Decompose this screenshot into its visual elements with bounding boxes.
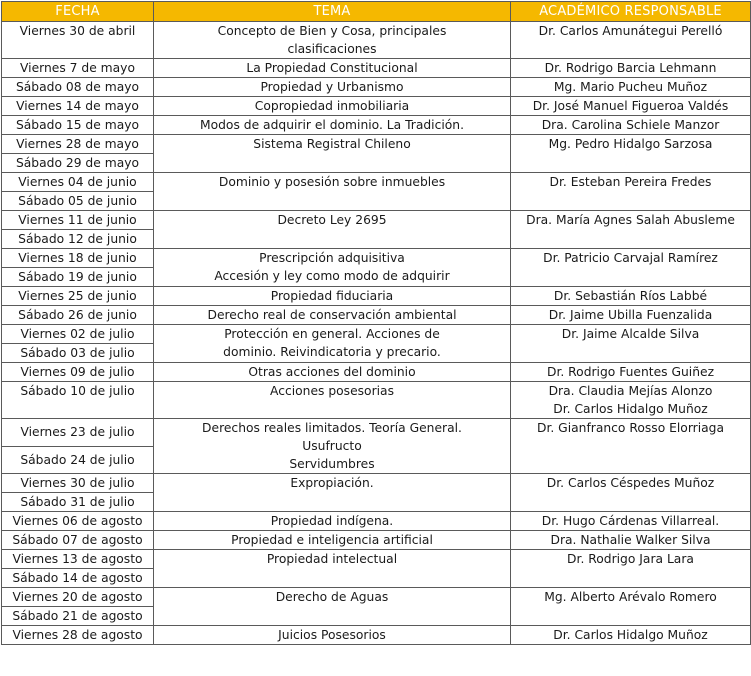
fecha-cell: Viernes 30 de abril (2, 22, 154, 59)
tema-cell (154, 512, 511, 531)
tema-line: Protección en general. Acciones de (224, 327, 440, 341)
academico-line: Dr. José Manuel Figueroa Valdés (532, 99, 729, 113)
fecha-cell: Viernes 13 de agosto (2, 550, 154, 569)
tema-cell (154, 382, 511, 419)
tema-line: Copropiedad inmobiliaria (254, 99, 410, 113)
table-row (2, 419, 751, 447)
academico-cell (511, 211, 751, 249)
tema-cell (154, 22, 511, 59)
tema-line: Propiedad e inteligencia artificial (231, 533, 433, 547)
table-row (2, 78, 751, 97)
fecha-cell: Viernes 09 de julio (2, 363, 154, 382)
academico-line: Dr. Sebastián Ríos Labbé (553, 289, 708, 303)
fecha-cell: Sábado 05 de junio (2, 192, 154, 211)
fecha-cell: Sábado 24 de julio (2, 446, 154, 474)
tema-line: clasificaciones (287, 42, 377, 56)
table-row (2, 173, 751, 192)
academico-cell (511, 512, 751, 531)
fecha-cell: Sábado 19 de junio (2, 268, 154, 287)
fecha-cell: Viernes 18 de junio (2, 249, 154, 268)
table-row (2, 249, 751, 268)
tema-cell (154, 97, 511, 116)
fecha-cell: Viernes 11 de junio (2, 211, 154, 230)
academico-cell (511, 78, 751, 97)
table-row (2, 531, 751, 550)
tema-cell (154, 173, 511, 211)
table-row (2, 550, 751, 569)
academico-line: Dra. Carolina Schiele Manzor (541, 118, 720, 132)
tema-cell (154, 531, 511, 550)
tema-line: Derecho de Aguas (275, 590, 389, 604)
fecha-cell: Sábado 10 de julio (2, 382, 154, 419)
table-row (2, 135, 751, 154)
academico-line: Dr. Rodrigo Barcia Lehmann (544, 61, 717, 75)
header-row (2, 2, 751, 22)
academico-line: Dr. Jaime Alcalde Silva (561, 327, 700, 341)
academico-line: Dr. Gianfranco Rosso Elorriaga (536, 421, 725, 435)
academico-cell (511, 97, 751, 116)
tema-cell (154, 550, 511, 588)
table-row (2, 325, 751, 344)
tema-line: Prescripción adquisitiva (259, 251, 405, 265)
academico-cell (511, 22, 751, 59)
tema-line: Expropiación. (290, 476, 374, 490)
tema-line: La Propiedad Constitucional (246, 61, 418, 75)
fecha-cell: Viernes 28 de mayo (2, 135, 154, 154)
table-row (2, 116, 751, 135)
academico-cell (511, 173, 751, 211)
fecha-cell: Sábado 07 de agosto (2, 531, 154, 550)
tema-line: Dominio y posesión sobre inmuebles (218, 175, 446, 189)
fecha-cell: Viernes 14 de mayo (2, 97, 154, 116)
academico-cell (511, 363, 751, 382)
tema-cell (154, 363, 511, 382)
tema-line: Acciones posesorias (270, 384, 394, 398)
table-row (2, 382, 751, 419)
academico-cell (511, 135, 751, 173)
schedule-body (2, 22, 751, 645)
tema-cell (154, 419, 511, 474)
academico-line: Mg. Alberto Arévalo Romero (544, 590, 717, 604)
table-row (2, 306, 751, 325)
academico-line: Dr. Esteban Pereira Fredes (549, 175, 712, 189)
table-row (2, 287, 751, 306)
tema-line: Juicios Posesorios (278, 628, 386, 642)
tema-cell (154, 306, 511, 325)
academico-cell (511, 474, 751, 512)
academico-cell (511, 249, 751, 287)
fecha-cell: Sábado 12 de junio (2, 230, 154, 249)
tema-line: Accesión y ley como modo de adquirir (214, 269, 450, 283)
academico-line: Dr. Carlos Hidalgo Muñoz (553, 402, 708, 416)
academico-cell (511, 531, 751, 550)
table-row (2, 588, 751, 607)
academico-line: Dr. Carlos Amunátegui Perelló (538, 24, 723, 38)
tema-cell (154, 287, 511, 306)
fecha-cell: Sábado 21 de agosto (2, 607, 154, 626)
table-row (2, 211, 751, 230)
academico-line: Dra. Nathalie Walker Silva (550, 533, 711, 547)
academico-line: Mg. Mario Pucheu Muñoz (553, 80, 708, 94)
academico-cell (511, 382, 751, 419)
academico-line: Dr. Jaime Ubilla Fuenzalida (548, 308, 713, 322)
academico-line: Dr. Carlos Céspedes Muñoz (546, 476, 715, 490)
table-row (2, 97, 751, 116)
fecha-cell: Sábado 03 de julio (2, 344, 154, 363)
tema-cell (154, 626, 511, 645)
tema-line: Propiedad indígena. (270, 514, 394, 528)
table-row (2, 626, 751, 645)
academico-line: Dra. María Agnes Salah Abusleme (526, 213, 735, 227)
fecha-cell: Sábado 29 de mayo (2, 154, 154, 173)
tema-cell (154, 211, 511, 249)
fecha-cell: Sábado 08 de mayo (2, 78, 154, 97)
fecha-cell: Viernes 04 de junio (2, 173, 154, 192)
academico-cell (511, 59, 751, 78)
academico-line: Dra. Claudia Mejías Alonzo (548, 384, 713, 398)
fecha-cell: Sábado 31 de julio (2, 493, 154, 512)
tema-line: Usufructo (302, 439, 362, 453)
tema-line: Derecho real de conservación ambiental (207, 308, 457, 322)
header-tema: TEMA (154, 2, 511, 22)
fecha-cell: Viernes 02 de julio (2, 325, 154, 344)
tema-cell (154, 474, 511, 512)
tema-cell (154, 78, 511, 97)
academico-cell (511, 550, 751, 588)
table-row (2, 512, 751, 531)
academico-line: Mg. Pedro Hidalgo Sarzosa (548, 137, 713, 151)
tema-line: Decreto Ley 2695 (277, 213, 387, 227)
academico-cell (511, 325, 751, 363)
academico-line: Dr. Carlos Hidalgo Muñoz (553, 628, 708, 642)
table-row (2, 59, 751, 78)
tema-cell (154, 135, 511, 173)
fecha-cell: Viernes 30 de julio (2, 474, 154, 493)
fecha-cell: Viernes 23 de julio (2, 419, 154, 447)
fecha-cell: Viernes 06 de agosto (2, 512, 154, 531)
fecha-cell: Sábado 14 de agosto (2, 569, 154, 588)
fecha-cell: Sábado 26 de junio (2, 306, 154, 325)
academico-cell (511, 306, 751, 325)
tema-line: Otras acciones del dominio (248, 365, 416, 379)
academico-cell (511, 419, 751, 474)
tema-cell (154, 59, 511, 78)
academico-cell (511, 626, 751, 645)
tema-cell (154, 325, 511, 363)
academico-cell (511, 588, 751, 626)
tema-cell (154, 249, 511, 287)
header-fecha: FECHA (2, 2, 154, 22)
table-row (2, 22, 751, 59)
table-row (2, 363, 751, 382)
tema-line: Sistema Registral Chileno (253, 137, 411, 151)
tema-cell (154, 588, 511, 626)
academico-cell (511, 116, 751, 135)
header-academico: ACADÉMICO RESPONSABLE (511, 2, 751, 22)
fecha-cell: Viernes 28 de agosto (2, 626, 154, 645)
schedule-table (1, 1, 751, 645)
tema-cell (154, 116, 511, 135)
tema-line: Servidumbres (289, 457, 375, 471)
fecha-cell: Viernes 20 de agosto (2, 588, 154, 607)
fecha-cell: Sábado 15 de mayo (2, 116, 154, 135)
academico-line: Dr. Rodrigo Jara Lara (567, 552, 694, 566)
academico-line: Dr. Hugo Cárdenas Villarreal. (541, 514, 720, 528)
tema-line: dominio. Reivindicatoria y precario. (223, 345, 441, 359)
fecha-cell: Viernes 7 de mayo (2, 59, 154, 78)
academico-line: Dr. Rodrigo Fuentes Guiñez (546, 365, 715, 379)
tema-line: Modos de adquirir el dominio. La Tradición. (199, 118, 465, 132)
tema-line: Derechos reales limitados. Teoría General. (202, 421, 462, 435)
table-row (2, 474, 751, 493)
academico-cell (511, 287, 751, 306)
tema-line: Propiedad fiduciaria (270, 289, 394, 303)
tema-line: Concepto de Bien y Cosa, principales (217, 24, 447, 38)
fecha-cell: Viernes 25 de junio (2, 287, 154, 306)
tema-line: Propiedad y Urbanismo (260, 80, 404, 94)
tema-line: Propiedad intelectual (266, 552, 398, 566)
academico-line: Dr. Patricio Carvajal Ramírez (543, 251, 718, 265)
